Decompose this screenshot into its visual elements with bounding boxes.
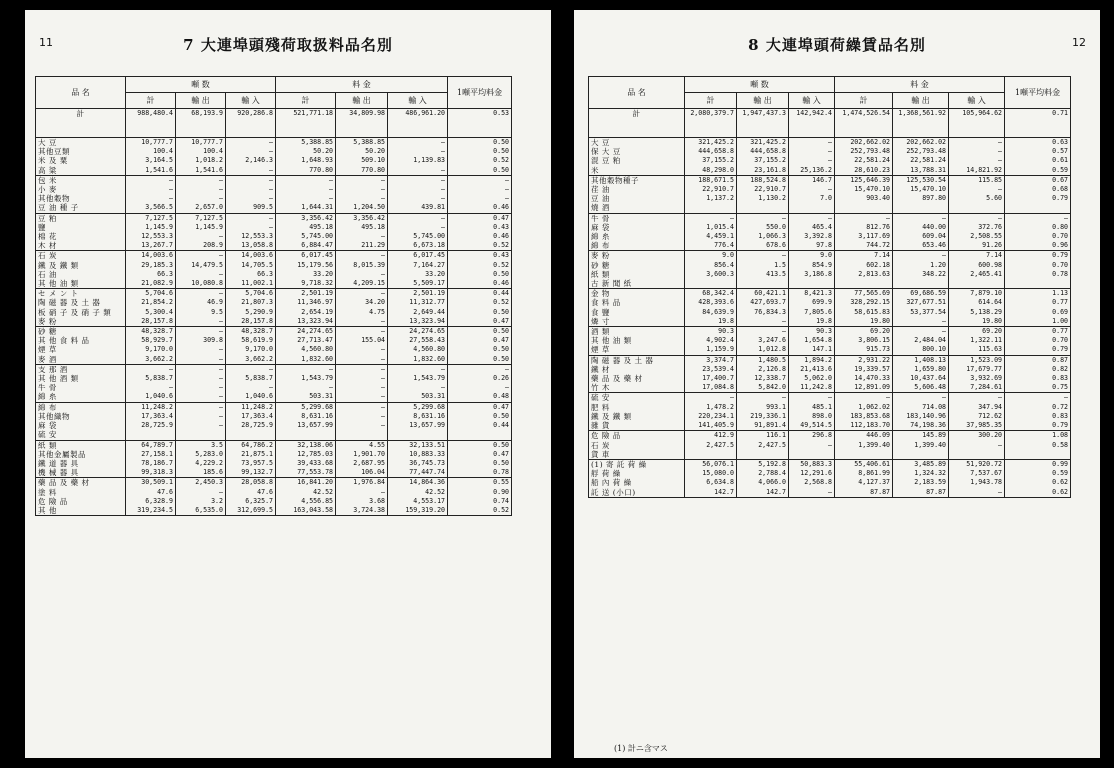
value-cell: 8,421.3 699.9 7,805.6 19.8 <box>789 289 835 327</box>
total-row <box>36 109 512 138</box>
value-cell: 14,003.6 29,185.3 66.3 21,082.9 <box>126 251 176 289</box>
value-cell: 3,356.42 495.18 — 211.29 <box>336 213 388 251</box>
header-fee: 料 金 <box>835 77 1005 93</box>
subheader-tonnage-export: 輸 出 <box>737 93 789 109</box>
value-cell: — — — 0.46 <box>448 175 512 213</box>
value-cell: — — — 25,136.2 <box>789 138 835 176</box>
table-row <box>36 478 512 516</box>
cell: 2,080,379.7 <box>685 109 737 138</box>
subheader-fee-total: 計 <box>276 93 336 109</box>
value-cell: 321,425.2 444,658.8 37,155.2 23,161.8 <box>737 138 789 176</box>
table-row <box>36 327 512 365</box>
value-cell: — — 1,139.83 — <box>388 138 448 176</box>
value-cell: — 46.9 9.5 — <box>176 289 226 327</box>
value-cell: 412.9 2,427.5 <box>685 431 737 460</box>
value-cell: 11,248.2 17,363.4 28,725.9 <box>226 402 276 440</box>
cell: 920,286.8 <box>226 109 276 138</box>
value-cell: — — — 1,644.31 <box>276 175 336 213</box>
value-cell: 7.14 602.18 2,813.63 <box>835 251 893 289</box>
value-cell: — 485.1 898.0 49,514.5 <box>789 393 835 431</box>
value-cell: 90.3 1,654.8 147.1 <box>789 327 835 356</box>
value-cell: — 440.00 609.04 653.46 <box>893 213 949 251</box>
value-cell: 5,704.6 21,807.3 5,290.9 28,157.8 <box>226 289 276 327</box>
value-cell: — — — 1,204.50 <box>336 175 388 213</box>
total-label: 計 <box>589 109 685 138</box>
value-cell: 48,328.7 58,929.7 9,170.0 3,662.2 <box>126 327 176 365</box>
value-cell: 14,864.36 42.52 4,553.17 159,319.20 <box>388 478 448 516</box>
value-cell: — 0.26 — 0.48 <box>448 364 512 402</box>
value-cell: 60,421.1 427,693.7 76,834.3 — <box>737 289 789 327</box>
value-cell: 5,299.68 8,631.16 13,657.99 <box>388 402 448 440</box>
right-table-body <box>589 109 1071 498</box>
item-name-cell: 紙 類 其他金屬製品 鐵 道 器 具 機 械 器 具 <box>36 440 126 478</box>
item-name-cell: 麥 粉 砂 糖 紙 類 古 新 聞 紙 <box>589 251 685 289</box>
value-cell: — 1.5 413.5 <box>737 251 789 289</box>
value-cell: — 550.0 1,066.3 678.6 <box>737 213 789 251</box>
value-cell: 7,127.5 1,145.9 — 208.9 <box>176 213 226 251</box>
table-row <box>589 289 1071 327</box>
value-cell: — — — — <box>336 364 388 402</box>
value-cell: 145.89 1,399.40 <box>893 431 949 460</box>
value-cell: 0.99 0.59 0.62 0.62 <box>1005 459 1071 497</box>
table-row <box>589 459 1071 497</box>
value-cell: 0.67 0.68 0.79 <box>1005 175 1071 213</box>
value-cell: — 8,015.39 — 4,209.15 <box>336 251 388 289</box>
value-cell: 1.13 0.77 0.69 1.00 <box>1005 289 1071 327</box>
value-cell: — 14,479.5 — 10,080.8 <box>176 251 226 289</box>
value-cell: 2,450.3 — 3.2 6,535.0 <box>176 478 226 516</box>
value-cell: — 34.20 4.75 — <box>336 289 388 327</box>
value-cell: 5,704.6 21,854.2 5,300.4 28,157.8 <box>126 289 176 327</box>
value-cell: 202,662.02 252,793.48 22,581.24 28,610.23 <box>835 138 893 176</box>
value-cell: 0.77 0.70 0.79 <box>1005 327 1071 356</box>
left-page-number: 11 <box>39 36 53 49</box>
value-cell: 7.14 600.98 2,465.41 <box>949 251 1005 289</box>
value-cell: 0.79 0.70 0.78 <box>1005 251 1071 289</box>
subheader-fee-export: 輸 出 <box>336 93 388 109</box>
table-row <box>36 251 512 289</box>
item-name-cell: 其他穀物種子 荏 油 豆 油 燒 酒 <box>589 175 685 213</box>
value-cell: — — 5,745.00 6,673.18 <box>388 213 448 251</box>
left-page <box>25 10 551 758</box>
header-item: 品 名 <box>589 77 685 109</box>
cell: 486,961.20 <box>388 109 448 138</box>
value-cell: 1,480.5 2,126.8 12,338.7 5,842.0 <box>737 355 789 393</box>
value-cell: 3,485.89 1,324.32 2,183.59 87.87 <box>893 459 949 497</box>
value-cell: — — — 909.5 <box>226 175 276 213</box>
left-table-body <box>36 109 512 516</box>
value-cell: 188,524.8 22,910.7 1,130.2 <box>737 175 789 213</box>
right-table <box>588 76 1071 498</box>
value-cell: 3,374.7 23,539.4 17,400.7 17,084.8 <box>685 355 737 393</box>
value-cell: 3,356.42 495.18 5,745.00 6,884.47 <box>276 213 336 251</box>
value-cell: 5,299.68 8,631.16 13,657.99 <box>276 402 336 440</box>
subheader-tonnage-import: 輸 入 <box>226 93 276 109</box>
value-cell: 1,894.2 21,413.6 5,062.0 11,242.8 <box>789 355 835 393</box>
header-tonnage: 噸 数 <box>126 77 276 93</box>
value-cell: 16,841.20 42.52 4,556.85 163,043.58 <box>276 478 336 516</box>
value-cell: 30,509.1 47.6 6,328.9 319,234.5 <box>126 478 176 516</box>
subheader-fee-export: 輸 出 <box>893 93 949 109</box>
cell: 142,942.4 <box>789 109 835 138</box>
value-cell: 9.0 854.9 3,186.8 <box>789 251 835 289</box>
value-cell: 24,274.65 27,558.43 4,560.80 1,832.60 <box>388 327 448 365</box>
value-cell: 321,425.2 444,658.8 37,155.2 48,298.0 <box>685 138 737 176</box>
value-cell: 48,328.7 58,619.9 9,170.0 3,662.2 <box>226 327 276 365</box>
value-cell: 0.47 0.50 0.44 <box>448 402 512 440</box>
value-cell: — — — 14,821.92 <box>949 138 1005 176</box>
table-row <box>36 213 512 251</box>
table-row <box>36 364 512 402</box>
footnote: (1) 計ニ含マス <box>614 744 668 753</box>
value-cell: 2,501.19 11,346.97 2,654.19 13,323.94 <box>276 289 336 327</box>
value-cell: 2,931.22 19,339.57 14,470.33 12,891.09 <box>835 355 893 393</box>
value-cell: 90.3 4,902.4 1,159.9 <box>685 327 737 356</box>
right-page-number: 12 <box>1072 36 1086 49</box>
value-cell: — 1,015.4 4,459.1 776.4 <box>685 213 737 251</box>
cell: 105,964.62 <box>949 109 1005 138</box>
cell: 521,771.18 <box>276 109 336 138</box>
value-cell: 7,127.5 1,145.9 12,553.3 13,267.7 <box>126 213 176 251</box>
value-cell: — 2,484.04 800.10 <box>893 327 949 356</box>
item-name-cell: 牛 骨 麻 袋 綿 糸 綿 布 <box>589 213 685 251</box>
value-cell: 0.50 0.47 0.50 0.78 <box>448 440 512 478</box>
item-name-cell: 藥 品 及 藥 材 塗 料 危 險 品 其 他 <box>36 478 126 516</box>
value-cell: — 465.4 3,392.8 97.8 <box>789 213 835 251</box>
cell: 0.53 <box>448 109 512 138</box>
table-row <box>589 393 1071 431</box>
value-cell: — 993.1 219,336.1 91,891.4 <box>737 393 789 431</box>
value-cell: 64,786.2 21,875.1 73,957.5 99,132.7 <box>226 440 276 478</box>
table-row <box>589 175 1071 213</box>
value-cell: — 5,838.7 — 1,040.6 <box>226 364 276 402</box>
value-cell: 55,406.61 8,861.99 4,127.37 87.87 <box>835 459 893 497</box>
header-item: 品 名 <box>36 77 126 109</box>
table-row <box>36 402 512 440</box>
header-avg: 1噸平均料金 <box>448 77 512 109</box>
value-cell: 146.7 — 7.0 <box>789 175 835 213</box>
value-cell: 7,879.10 614.64 5,138.29 19.80 <box>949 289 1005 327</box>
table-row <box>36 175 512 213</box>
value-cell: — 347.94 712.62 37,985.35 <box>949 393 1005 431</box>
subheader-tonnage-import: 輸 入 <box>789 93 835 109</box>
subheader-fee-import: 輸 入 <box>949 93 1005 109</box>
value-cell: 68,342.4 428,393.6 84,639.9 19.8 <box>685 289 737 327</box>
value-cell: 1.08 0.58 <box>1005 431 1071 460</box>
value-cell: 51,920.72 7,537.67 1,943.78 — <box>949 459 1005 497</box>
value-cell: 202,662.02 252,793.48 22,581.24 13,788.31 <box>893 138 949 176</box>
value-cell: 0.47 0.43 0.46 0.52 <box>448 213 512 251</box>
value-cell: — 372.76 2,508.55 91.26 <box>949 213 1005 251</box>
value-cell: 1,523.09 17,679.77 3,932.69 7,284.61 <box>949 355 1005 393</box>
cell: 1,368,561.92 <box>893 109 949 138</box>
value-cell: — 1.20 348.22 <box>893 251 949 289</box>
value-cell: 300.20 — <box>949 431 1005 460</box>
value-cell: — — 2,146.3 — <box>226 138 276 176</box>
value-cell: — 309.8 — — <box>176 327 226 365</box>
value-cell: 0.87 0.82 0.83 0.75 <box>1005 355 1071 393</box>
value-cell: 5,192.8 2,788.4 4,066.0 142.7 <box>737 459 789 497</box>
header-avg: 1噸平均料金 <box>1005 77 1071 109</box>
subheader-fee-import: 輸 入 <box>388 93 448 109</box>
value-cell: 24,274.65 27,713.47 4,560.80 1,832.60 <box>276 327 336 365</box>
left-table <box>35 76 512 516</box>
table-row <box>589 431 1071 460</box>
value-cell: 69,686.59 327,677.51 53,377.54 — <box>893 289 949 327</box>
value-cell: 32,138.06 12,785.03 39,433.68 77,553.78 <box>276 440 336 478</box>
value-cell: — 812.76 3,117.69 744.72 <box>835 213 893 251</box>
value-cell: 6,017.45 15,179.56 33.20 9,718.32 <box>276 251 336 289</box>
item-name-cell: 綿 布 其他織物 麻 袋 硫 安 <box>36 402 126 440</box>
item-name-cell: 金 物 食 料 品 食 鹽 燐 寸 <box>589 289 685 327</box>
value-cell: — 5,838.7 — 1,040.6 <box>126 364 176 402</box>
subheader-tonnage-export: 輸 出 <box>176 93 226 109</box>
cell: 1,474,526.54 <box>835 109 893 138</box>
table-row <box>589 251 1071 289</box>
value-cell: 3.5 5,283.0 4,229.2 185.6 <box>176 440 226 478</box>
item-name-cell: 豆 粕 鹽 棉 花 木 材 <box>36 213 126 251</box>
table-row <box>589 327 1071 356</box>
value-cell: 14,003.6 14,705.5 66.3 11,002.1 <box>226 251 276 289</box>
item-name-cell: 支 那 酒 其 他 酒 類 牛 骨 綿 糸 <box>36 364 126 402</box>
value-cell: 188,671.5 22,910.7 1,137.2 <box>685 175 737 213</box>
value-cell: 10,777.7 100.4 1,018.2 1,541.6 <box>176 138 226 176</box>
value-cell: 69.20 1,322.11 115.63 <box>949 327 1005 356</box>
cell: 68,193.9 <box>176 109 226 138</box>
value-cell: — 714.08 183,140.96 74,198.36 <box>893 393 949 431</box>
item-name-cell: 陶 磁 器 及 土 器 鐵 材 藥 品 及 藥 材 竹 木 <box>589 355 685 393</box>
value-cell: 28,058.8 47.6 6,325.7 312,699.5 <box>226 478 276 516</box>
item-name-cell: 危 險 品 石 炭 貨 車 <box>589 431 685 460</box>
value-cell: — 1,543.79 — 503.31 <box>388 364 448 402</box>
value-cell: — — — <box>176 402 226 440</box>
value-cell: 64,789.7 27,158.1 78,186.7 99,318.3 <box>126 440 176 478</box>
item-name-cell: 大 豆 其他豆類 米 及 粟 高 粱 <box>36 138 126 176</box>
value-cell: 125,530.54 15,470.10 897.80 <box>893 175 949 213</box>
value-cell: 446.09 1,399.40 <box>835 431 893 460</box>
header-tonnage: 噸 数 <box>685 77 835 93</box>
value-cell: — 1,062.02 183,853.68 112,183.70 <box>835 393 893 431</box>
cell: 34,809.98 <box>336 109 388 138</box>
value-cell: 2,501.19 11,312.77 2,649.44 13,323.94 <box>388 289 448 327</box>
value-cell: — 1,478.2 220,234.1 141,405.9 <box>685 393 737 431</box>
value-cell: — — — 2,657.0 <box>176 175 226 213</box>
value-cell: 4.55 1,901.70 2,687.95 106.04 <box>336 440 388 478</box>
table-row <box>589 138 1071 176</box>
value-cell: 116.1 2,427.5 <box>737 431 789 460</box>
header-fee: 料 金 <box>276 77 448 93</box>
value-cell: 6,017.45 7,164.27 33.20 5,509.17 <box>388 251 448 289</box>
right-page <box>574 10 1100 758</box>
value-cell: 0.63 0.57 0.61 0.59 <box>1005 138 1071 176</box>
value-cell: 0.43 0.52 0.50 0.46 <box>448 251 512 289</box>
table-row <box>36 289 512 327</box>
value-cell: — 0.72 0.83 0.79 <box>1005 393 1071 431</box>
item-name-cell: 大 豆 保 大 豆 混 豆 粕 米 <box>589 138 685 176</box>
subheader-tonnage-total: 計 <box>126 93 176 109</box>
value-cell: 296.8 — <box>789 431 835 460</box>
value-cell: 1,976.84 — 3.68 3,724.38 <box>336 478 388 516</box>
left-page-title: 7 大連埠頭殘荷取扱料品名別 <box>183 36 393 54</box>
value-cell: — 3,247.6 1,012.8 <box>737 327 789 356</box>
value-cell: 0.50 0.50 0.52 0.50 <box>448 138 512 176</box>
value-cell: 0.55 0.90 0.74 0.52 <box>448 478 512 516</box>
value-cell: 10,777.7 100.4 3,164.5 1,541.6 <box>126 138 176 176</box>
value-cell: 125,646.39 15,470.10 903.40 <box>835 175 893 213</box>
item-name-cell: 硫 安 肥 料 鐵 及 鐵 類 雜 貨 <box>589 393 685 431</box>
value-cell: — 155.04 — — <box>336 327 388 365</box>
item-name-cell: 包 米 小 麥 其他穀物 豆 油 種 子 <box>36 175 126 213</box>
value-cell: 77,565.69 328,292.15 58,615.83 19.80 <box>835 289 893 327</box>
subheader-fee-total: 計 <box>835 93 893 109</box>
value-cell: 50,883.3 12,291.6 2,568.8 — <box>789 459 835 497</box>
cell: 0.71 <box>1005 109 1071 138</box>
value-cell: 1,408.13 1,659.80 10,437.64 5,606.48 <box>893 355 949 393</box>
value-cell: — 1,543.79 — 503.31 <box>276 364 336 402</box>
right-page-title: 8 大連埠頭荷繰賃品名別 <box>748 36 926 54</box>
value-cell: 0.44 0.52 0.50 0.47 <box>448 289 512 327</box>
total-row <box>589 109 1071 138</box>
value-cell: 5,388.85 50.20 509.10 770.80 <box>336 138 388 176</box>
value-cell: 9.0 856.4 3,600.3 <box>685 251 737 289</box>
cell: 1,947,437.3 <box>737 109 789 138</box>
table-row <box>589 355 1071 393</box>
value-cell: 11,248.2 17,363.4 28,725.9 <box>126 402 176 440</box>
item-name-cell: 酒 類 其 他 油 類 煙 草 <box>589 327 685 356</box>
table-row <box>36 440 512 478</box>
value-cell: 5,388.85 50.20 1,648.93 770.80 <box>276 138 336 176</box>
cell: 988,480.4 <box>126 109 176 138</box>
value-cell: — — — 439.81 <box>388 175 448 213</box>
item-name-cell: 砂 糖 其 他 食 料 品 煙 草 麥 酒 <box>36 327 126 365</box>
value-cell: — — — 3,566.5 <box>126 175 176 213</box>
value-cell: — 0.80 0.70 0.96 <box>1005 213 1071 251</box>
value-cell: — — — — <box>176 364 226 402</box>
item-name-cell: (1) 寄 託 荷 繰 艀 荷 繰 船 內 荷 繰 託 送 (小口) <box>589 459 685 497</box>
value-cell: 69.20 3,806.15 915.73 <box>835 327 893 356</box>
value-cell: — — 12,553.3 13,058.8 <box>226 213 276 251</box>
value-cell: 32,133.51 10,883.33 36,745.73 77,447.74 <box>388 440 448 478</box>
item-name-cell: 石 炭 鐵 及 鐵 類 石 油 其 他 油 類 <box>36 251 126 289</box>
value-cell: 0.50 0.47 0.50 0.50 <box>448 327 512 365</box>
subheader-tonnage-total: 計 <box>685 93 737 109</box>
value-cell: — — — <box>336 402 388 440</box>
item-name-cell: セ メ ン ト 陶 磁 器 及 土 器 板 硝 子 及 硝 子 類 麥 粉 <box>36 289 126 327</box>
table-row <box>36 138 512 176</box>
table-row <box>589 213 1071 251</box>
value-cell: 115.85 — 5.60 <box>949 175 1005 213</box>
value-cell: 56,076.1 15,080.0 6,634.8 142.7 <box>685 459 737 497</box>
total-label: 計 <box>36 109 126 138</box>
